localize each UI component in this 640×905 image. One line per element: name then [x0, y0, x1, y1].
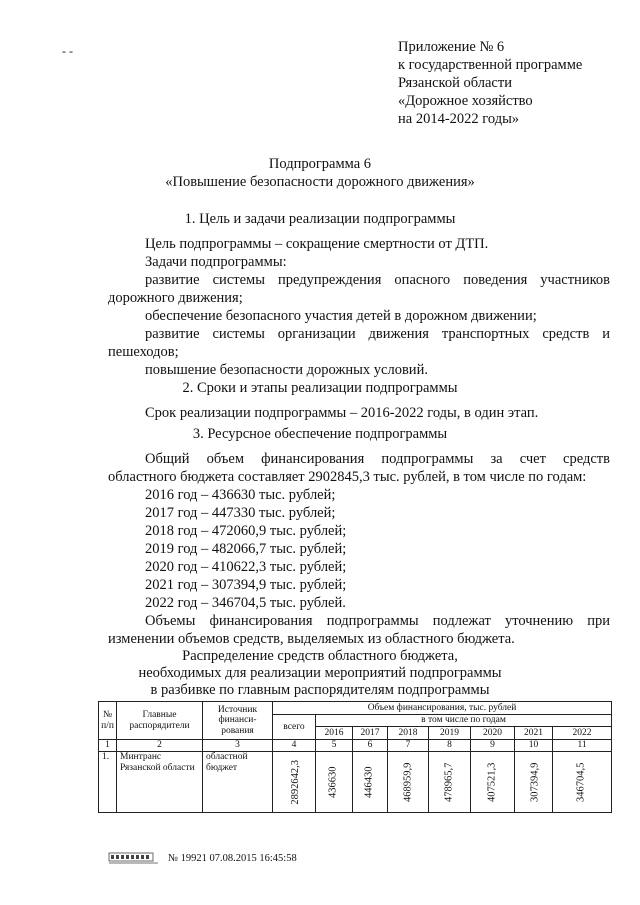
section1-task4: повышение безопасности дорожных условий. [145, 362, 428, 378]
column-number: 6 [353, 740, 388, 752]
section2-text: Срок реализации подпрограммы – 2016-2022 годы, в один этап. [145, 405, 539, 421]
header-year: 2018 [388, 727, 429, 740]
column-number: 10 [515, 740, 553, 752]
section3-paragraph1: Общий объем финансирования подпрограммы за счет средств [145, 451, 610, 467]
column-number: 11 [553, 740, 612, 752]
header-no: № п/п [99, 702, 117, 740]
column-number: 5 [316, 740, 353, 752]
row-manager: Минтранс Рязанской области [117, 752, 203, 813]
header-year: 2020 [471, 727, 515, 740]
year-line: 2022 год – 346704,5 тыс. рублей. [145, 595, 346, 611]
year-line: 2018 год – 472060,9 тыс. рублей; [145, 523, 347, 539]
section1-heading: 1. Цель и задачи реализации подпрограммы [184, 211, 456, 227]
header-year: 2019 [429, 727, 471, 740]
annex-line: к государственной программе [398, 57, 583, 73]
row-value: 436630 [327, 766, 339, 798]
column-number: 4 [273, 740, 316, 752]
financing-table [98, 701, 612, 813]
column-number: 8 [429, 740, 471, 752]
column-number: 9 [471, 740, 515, 752]
year-line: 2021 год – 307394,9 тыс. рублей; [145, 577, 347, 593]
row-value: 446430 [363, 766, 375, 798]
subprogram-name: «Повышение безопасности дорожного движения» [165, 174, 475, 190]
row-value: 346704,5 [575, 762, 587, 802]
section2-heading: 2. Сроки и этапы реализации подпрограммы [182, 380, 458, 396]
year-line: 2016 год – 436630 тыс. рублей; [145, 487, 336, 503]
header-incl: в том числе по годам [316, 715, 612, 727]
column-number: 1 [99, 740, 117, 752]
section1-task3: развитие системы организации движения транспортных средств и [145, 326, 610, 342]
footer-stamp: № 19921 07.08.2015 16:45:58 [168, 853, 297, 864]
column-number-row [99, 740, 612, 752]
section3-paragraph1-cont: областного бюджета составляет 2902845,3 тыс. рублей, в том числе по годам: [108, 469, 587, 485]
row-value: 478965,7 [443, 762, 455, 802]
section3-paragraph2: Объемы финансирования подпрограммы подлежат уточнению при [145, 613, 610, 629]
column-number: 7 [388, 740, 429, 752]
header-source: Источник финанси-рования [203, 702, 273, 740]
annex-line: Рязанской области [398, 75, 512, 91]
header-managers: Главные распорядители [117, 702, 203, 740]
section1-goal: Цель подпрограммы – сокращение смертности от ДТП. [145, 236, 489, 252]
section1-task1: развитие системы предупреждения опасного поведения участников [145, 272, 610, 288]
table-row [99, 752, 612, 813]
section1-task2: обеспечение безопасного участия детей в дорожном движении; [145, 308, 537, 324]
annex-line: Приложение № 6 [398, 39, 505, 55]
row-value: 468959,9 [402, 762, 414, 802]
header-year: 2021 [515, 727, 553, 740]
section3-heading: 3. Ресурсное обеспечение подпрограммы [192, 426, 448, 442]
column-number: 3 [203, 740, 273, 752]
year-line: 2019 год – 482066,7 тыс. рублей; [145, 541, 347, 557]
margin-mark: - - [62, 44, 73, 58]
header-total: всего [273, 715, 316, 740]
header-year: 2017 [353, 727, 388, 740]
header-volume: Объем финансирования, тыс. рублей [273, 702, 612, 715]
row-total: 2892642,3 [290, 759, 302, 805]
annex-block [398, 38, 582, 128]
annex-line: на 2014-2022 годы» [398, 111, 520, 127]
distribution-title-line: в разбивке по главным распорядителям подпрограммы [150, 682, 490, 698]
annex-line: «Дорожное хозяйство [398, 93, 533, 109]
section3-paragraph2-cont: изменении объемов средств, выделяемых из областного бюджета. [108, 631, 515, 647]
row-no: 1. [99, 752, 117, 813]
column-number: 2 [117, 740, 203, 752]
section1-tasks-label: Задачи подпрограммы: [145, 254, 287, 270]
row-value: 307394,9 [529, 762, 541, 802]
year-line: 2017 год – 447330 тыс. рублей; [145, 505, 336, 521]
row-source: областной бюджет [203, 752, 273, 813]
section1-task1-cont: дорожного движения; [108, 290, 243, 306]
header-year: 2016 [316, 727, 353, 740]
subprogram-title: Подпрограмма 6 [268, 156, 372, 172]
distribution-title-line: Распределение средств областного бюджета, [182, 648, 458, 664]
section1-task3-cont: пешеходов; [108, 344, 179, 360]
distribution-title-line: необходимых для реализации мероприятий подпрограммы [138, 665, 502, 681]
document-logo [108, 850, 160, 864]
year-line: 2020 год – 410622,3 тыс. рублей; [145, 559, 347, 575]
header-year: 2022 [553, 727, 612, 740]
row-value: 407521,3 [486, 762, 498, 802]
